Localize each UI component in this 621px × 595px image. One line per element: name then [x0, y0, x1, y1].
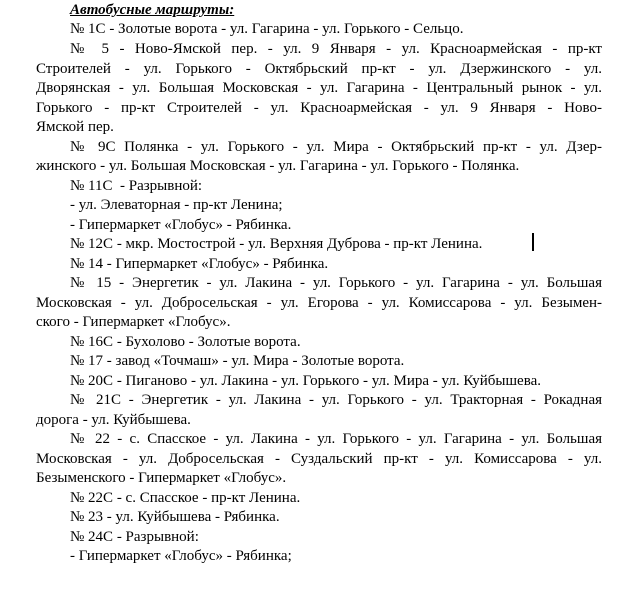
route-line: № 22 - с. Спасское - ул. Лакина - ул. Горького - ул. Гагарина - ул. Большая [70, 431, 602, 447]
route-line: № 23 - ул. Куйбышева - Рябинка. [70, 509, 280, 525]
route-line: Московская - ул. Добросельская - ул. Егорова - ул. Комиссарова - ул. Безымен- [36, 295, 602, 311]
route-line: № 17 - завод «Точмаш» - ул. Мира - Золотые ворота. [70, 353, 405, 369]
route-line: № 14 - Гипермаркет «Глобус» - Рябинка. [70, 256, 329, 272]
route-line: Московская - ул. Добросельская - Суздальский пр-кт - ул. Комиссарова - ул. [36, 451, 602, 467]
route-line: ского - Гипермаркет «Глобус». [36, 314, 231, 330]
route-line: Безыменского - Гипермаркет «Глобус». [36, 470, 287, 486]
route-line: Горького - пр-кт Строителей - ул. Красноармейская - ул. 9 Января - Ново- [36, 100, 602, 116]
route-line: Ямской пер. [36, 119, 114, 135]
route-line: жинского - ул. Большая Московская - ул. Гагарина - ул. Горького - Полянка. [36, 158, 520, 174]
route-line: № 24С - Разрывной: [70, 529, 199, 545]
route-line: № 21С - Энергетик - ул. Лакина - ул. Горького - ул. Тракторная - Рокадная [70, 392, 602, 408]
route-line: Дворянская - ул. Большая Московская - ул. Гагарина - Центральный рынок - ул. [36, 80, 602, 96]
route-line: № 5 - Ново-Ямской пер. - ул. 9 Января - ул. Красноармейская - пр-кт [70, 41, 602, 57]
route-line: № 15 - Энергетик - ул. Лакина - ул. Горького - ул. Гагарина - ул. Большая [70, 275, 602, 291]
route-line: дорога - ул. Куйбышева. [36, 412, 191, 428]
route-line: № 1С - Золотые ворота - ул. Гагарина - ул. Горького - Сельцо. [70, 21, 464, 37]
section-title: Автобусные маршруты: [70, 2, 235, 18]
route-line: Строителей - ул. Горького - Октябрьский пр-кт - ул. Дзержинского - ул. [36, 61, 602, 77]
route-line: № 22С - с. Спасское - пр-кт Ленина. [70, 490, 301, 506]
route-line: - Гипермаркет «Глобус» - Рябинка; [70, 548, 292, 564]
route-line: № 12С - мкр. Мостострой - ул. Верхняя Дуброва - пр-кт Ленина. [70, 236, 483, 252]
route-line: - Гипермаркет «Глобус» - Рябинка. [70, 217, 292, 233]
route-line: № 20С - Пиганово - ул. Лакина - ул. Горького - ул. Мира - ул. Куйбышева. [70, 373, 541, 389]
text-cursor [532, 233, 534, 251]
route-line: № 9С Полянка - ул. Горького - ул. Мира - Октябрьский пр-кт - ул. Дзер- [70, 139, 602, 155]
route-line: № 11С - Разрывной: [70, 178, 203, 194]
route-line: № 16С - Бухолово - Золотые ворота. [70, 334, 301, 350]
route-line: - ул. Элеваторная - пр-кт Ленина; [70, 197, 283, 213]
